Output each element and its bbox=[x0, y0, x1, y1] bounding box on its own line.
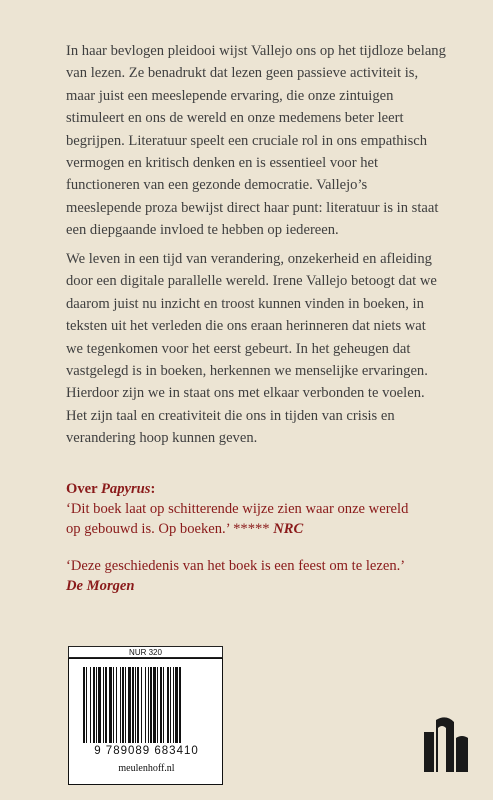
barcode-bar bbox=[160, 667, 162, 743]
meulenhoff-m-logo-icon bbox=[420, 712, 472, 776]
reviews-heading-suffix: : bbox=[150, 481, 156, 497]
isbn-number: 9 789089 683410 bbox=[94, 745, 199, 757]
barcode-bar bbox=[90, 667, 91, 743]
reviews-heading bbox=[66, 479, 466, 499]
barcode-panel bbox=[68, 658, 223, 785]
barcode-bar bbox=[157, 667, 158, 743]
barcode-bar bbox=[128, 667, 131, 743]
quote-1-text: op gebouwd is. Op boeken.’ ***** bbox=[66, 521, 274, 537]
barcode-bar bbox=[116, 667, 117, 743]
barcode-bar bbox=[145, 667, 146, 743]
barcode-bar bbox=[173, 667, 174, 743]
quote-1-line-2 bbox=[66, 519, 466, 539]
barcode-bar bbox=[132, 667, 134, 743]
blurb-paragraph-1: In haar bevlogen pleidooi wijst Vallejo ons op het tijdloze belang van lezen. Ze benadrukt dat lezen geen passieve activiteit is, maar juist een meeslepende ervaring, die onze zintuigen stimuleert en ons de wereld en onze medemens beter leert begrijpen. Literatuur speelt een cruciale rol in ons empathisch vermogen en kritisch denken en is essentieel voor het functioneren van een gezonde democratie. Vallejo’s meeslepende proza bewijst direct haar punt: literatuur is in staat een diepgaande invloed te hebben op iedereen. bbox=[66, 43, 446, 239]
barcode-bar bbox=[170, 667, 171, 743]
barcode-bar bbox=[103, 667, 104, 743]
review-quotes bbox=[66, 479, 466, 596]
barcode-bar bbox=[150, 667, 152, 743]
quote-1-source: NRC bbox=[273, 521, 304, 537]
barcode-bar bbox=[153, 667, 156, 743]
barcode-bar bbox=[93, 667, 95, 743]
barcode-bar bbox=[105, 667, 107, 743]
barcode-bar bbox=[113, 667, 114, 743]
barcode-bar bbox=[120, 667, 121, 743]
barcode-bar bbox=[179, 667, 181, 743]
reviews-heading-title: Papyrus bbox=[101, 481, 151, 497]
barcode-bar bbox=[141, 667, 142, 743]
reviews-heading-prefix: Over bbox=[66, 481, 101, 497]
barcode-bar bbox=[96, 667, 97, 743]
publisher-url: meulenhoff.nl bbox=[118, 763, 175, 774]
barcode-bar bbox=[167, 667, 169, 743]
barcode-bar bbox=[135, 667, 136, 743]
barcode-bar bbox=[125, 667, 126, 743]
quote-2-line-1: ‘Deze geschiedenis van het boek is een feest om te lezen.’ bbox=[66, 558, 406, 574]
barcode-bar bbox=[137, 667, 139, 743]
quote-2-source: De Morgen bbox=[66, 578, 135, 594]
barcode-bar bbox=[86, 667, 87, 743]
nur-code: NUR 320 bbox=[68, 646, 223, 658]
barcode-bars bbox=[83, 667, 210, 743]
barcode-bar bbox=[148, 667, 149, 743]
barcode-bar bbox=[175, 667, 178, 743]
barcode-bar bbox=[83, 667, 85, 743]
barcode-bar bbox=[98, 667, 101, 743]
barcode-bar bbox=[163, 667, 164, 743]
quote-1-line-1: ‘Dit boek laat op schitterende wijze zien waar onze wereld bbox=[66, 501, 409, 517]
barcode-bar bbox=[122, 667, 124, 743]
blurb-paragraph-2: We leven in een tijd van verandering, onzekerheid en afleiding door een digitale parallelle wereld. Irene Vallejo betoogt dat we daarom juist nu inzicht en troost kunnen vinden in boeken, in teksten uit het verleden die ons eraan herinneren dat niets wat we tegenkomen voor het eerst gebeurt. In het geheugen dat vastgelegd is in boeken, herkennen we menselijke ervaringen. Hierdoor zijn we in staat ons met elkaar verbonden te voelen. Het zijn taal en creativiteit die ons in tijden van crisis en verandering hoop kunnen geven. bbox=[66, 251, 437, 447]
barcode-bar bbox=[109, 667, 112, 743]
